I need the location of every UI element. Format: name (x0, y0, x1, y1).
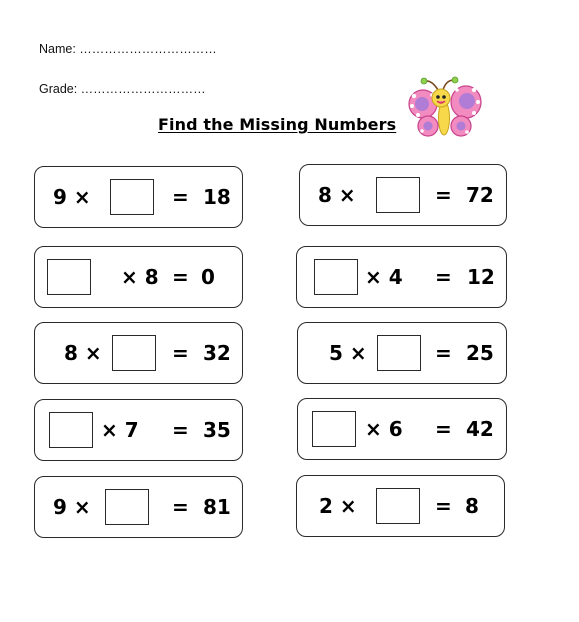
problem-card (299, 164, 507, 226)
problem-card (296, 246, 507, 308)
answer-box[interactable] (376, 177, 420, 213)
problem-result: 72 (466, 183, 494, 207)
problem-card (296, 475, 505, 537)
problem-card (34, 166, 243, 228)
equals-sign: = (172, 418, 189, 442)
problem-card (34, 476, 243, 538)
grade-field: Grade: ………………………… (39, 82, 206, 96)
problem-left: × 6 (365, 417, 403, 441)
answer-box[interactable] (110, 179, 154, 215)
problem-card (297, 398, 507, 460)
problem-result: 25 (466, 341, 494, 365)
equals-sign: = (435, 494, 452, 518)
answer-box[interactable] (112, 335, 156, 371)
problem-result: 42 (466, 417, 494, 441)
name-field: Name: …………………………… (39, 42, 217, 56)
problem-card (297, 322, 507, 384)
answer-box[interactable] (312, 411, 356, 447)
answer-box[interactable] (105, 489, 149, 525)
problem-card (34, 322, 243, 384)
problem-left: 9 × (53, 495, 91, 519)
problem-left: × 7 (101, 418, 139, 442)
problem-card (34, 246, 243, 308)
problem-result: 18 (203, 185, 231, 209)
butterfly-icon (408, 76, 482, 144)
answer-box[interactable] (377, 335, 421, 371)
equals-sign: = (172, 495, 189, 519)
problem-left: 2 × (319, 494, 357, 518)
equals-sign: = (172, 341, 189, 365)
problem-left: × 8 (121, 265, 159, 289)
equals-sign: = (435, 265, 452, 289)
equals-sign: = (435, 183, 452, 207)
problem-left: 8 × (318, 183, 356, 207)
problem-result: 32 (203, 341, 231, 365)
problem-left: 5 × (329, 341, 367, 365)
problem-result: 81 (203, 495, 231, 519)
equals-sign: = (435, 341, 452, 365)
problem-result: 8 (465, 494, 479, 518)
problem-result: 35 (203, 418, 231, 442)
problem-left: 8 × (64, 341, 102, 365)
equals-sign: = (172, 265, 189, 289)
problem-result: 12 (467, 265, 495, 289)
equals-sign: = (435, 417, 452, 441)
equals-sign: = (172, 185, 189, 209)
problem-result: 0 (201, 265, 215, 289)
worksheet-title: Find the Missing Numbers (158, 115, 397, 134)
answer-box[interactable] (49, 412, 93, 448)
problem-card (34, 399, 243, 461)
answer-box[interactable] (47, 259, 91, 295)
problem-left: × 4 (365, 265, 403, 289)
problem-left: 9 × (53, 185, 91, 209)
answer-box[interactable] (376, 488, 420, 524)
answer-box[interactable] (314, 259, 358, 295)
